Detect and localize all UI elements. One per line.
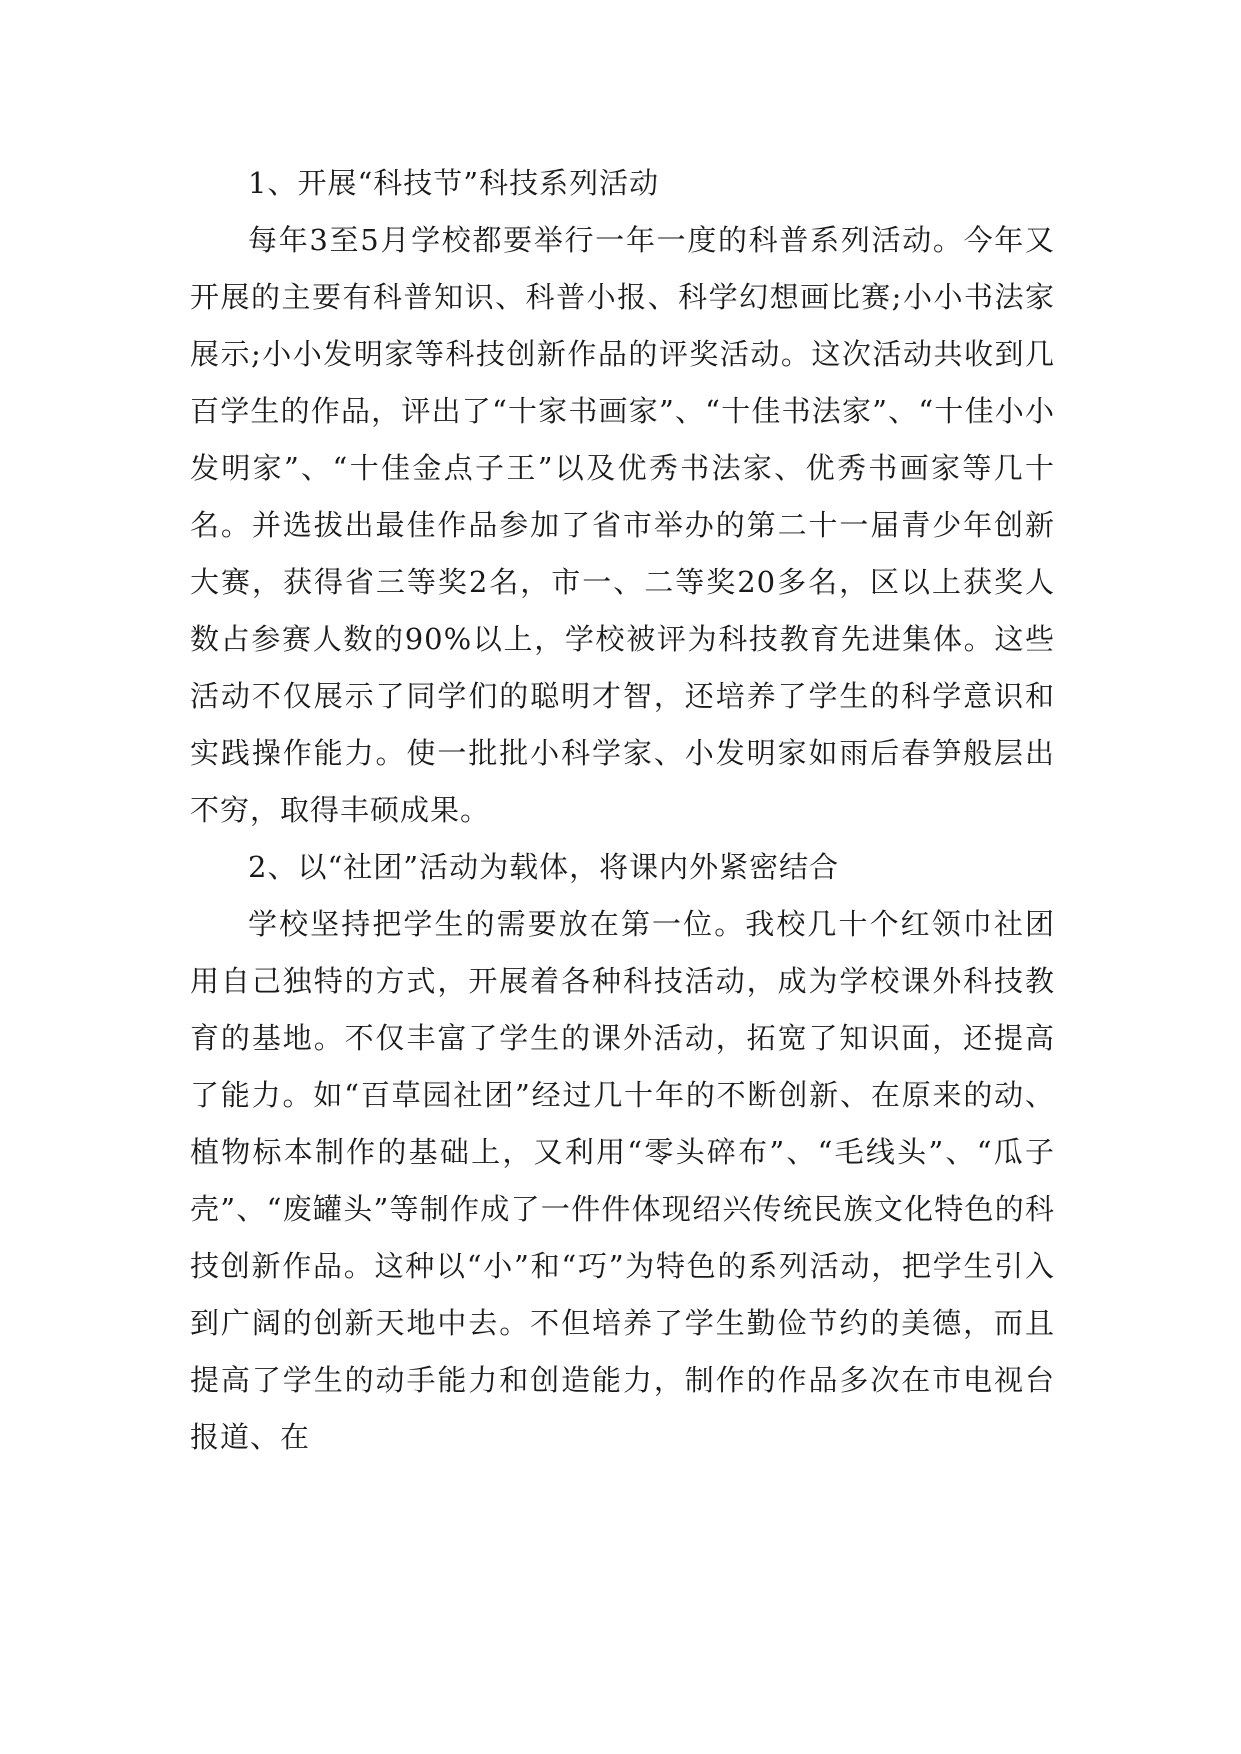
section-heading-2: 2、以“社团”活动为载体，将课内外紧密结合 [248, 850, 840, 884]
section-heading-1: 1、开展“科技节”科技系列活动 [248, 166, 660, 200]
paragraph-2: 学校坚持把学生的需要放在第一位。我校几十个红领巾社团用自己独特的方式，开展着各种科技活动，成为学校课外科技教育的基地。不仅丰富了学生的课外活动，拓宽了知识面，还提高了能力。如“百草园社团”经过几十年的不断创新、在原来的动、植物标本制作的基础上，又利用“零头碎布”、“毛线头”、“瓜子壳”、“废罐头”等制作成了一件件体现绍兴传统民族文化特色的科技创新作品。这种以“小”和“巧”为特色的系列活动，把学生引入到广阔的创新天地中去。不但培养了学生勤俭节约的美德，而且提高了学生的动手能力和创造能力，制作的作品多次在市电视台报道、在 [190, 907, 1055, 1454]
document-body [190, 155, 1055, 1466]
paragraph-1: 每年3至5月学校都要举行一年一度的科普系列活动。今年又开展的主要有科普知识、科普小报、科学幻想画比赛;小小书法家展示;小小发明家等科技创新作品的评奖活动。这次活动共收到几百学生的作品，评出了“十家书画家”、“十佳书法家”、“十佳小小发明家”、“十佳金点子王”以及优秀书法家、优秀书画家等几十名。并选拔出最佳作品参加了省市举办的第二十一届青少年创新大赛，获得省三等奖2名，市一、二等奖20多名，区以上获奖人数占参赛人数的90%以上，学校被评为科技教育先进集体。这些活动不仅展示了同学们的聪明才智，还培养了学生的科学意识和实践操作能力。使一批批小科学家、小发明家如雨后春笋般层出不穷，取得丰硕成果。 [190, 223, 1055, 827]
